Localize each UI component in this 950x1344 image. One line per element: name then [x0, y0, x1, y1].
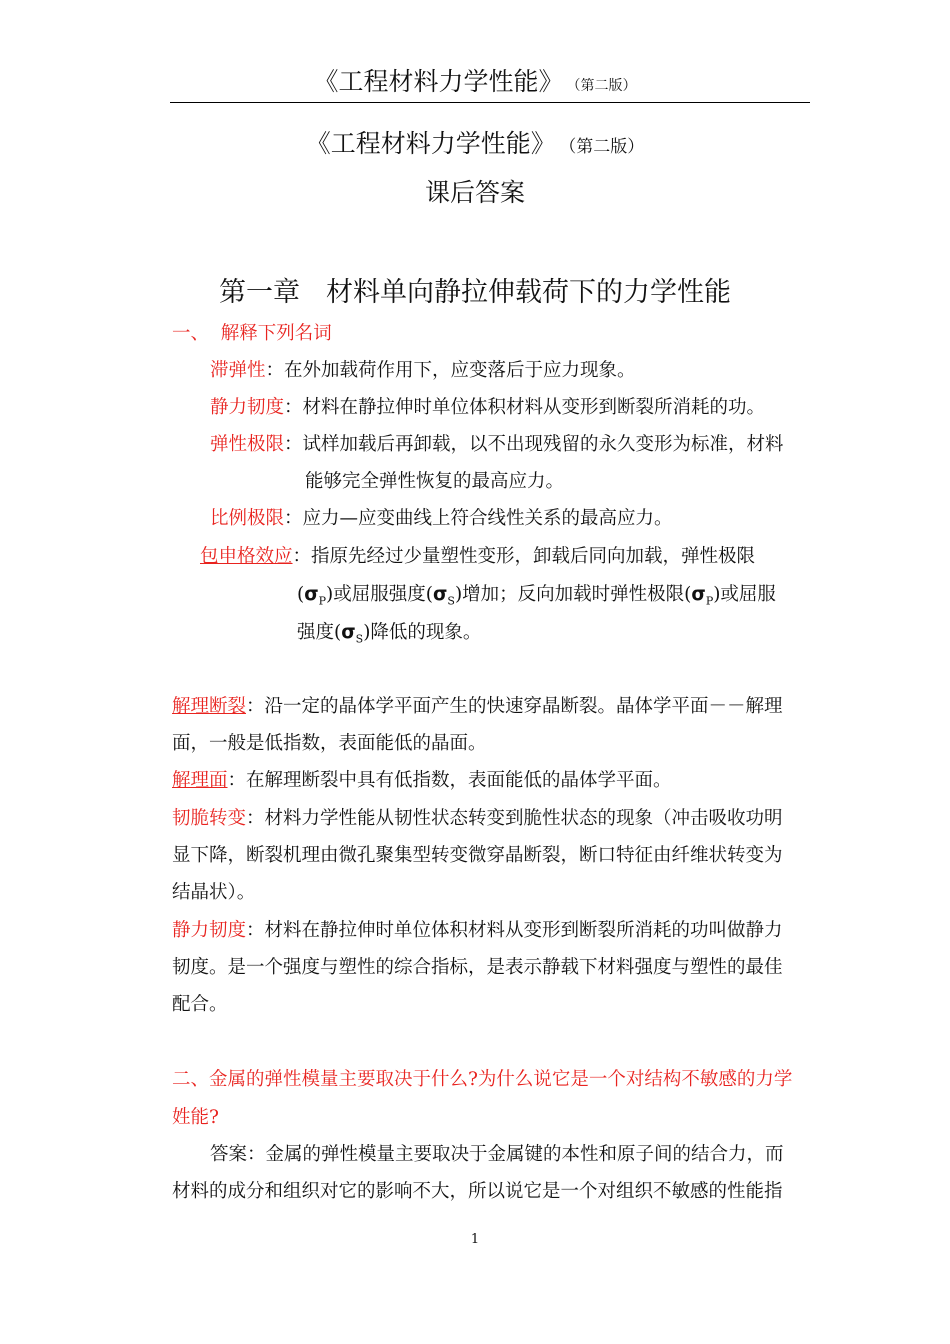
term-sep: ： [246, 920, 265, 941]
title-edition: （第二版） [567, 137, 645, 157]
term-label: 韧脆转变 [172, 808, 247, 829]
term-sep: ： [265, 360, 285, 381]
term-entry [172, 912, 783, 949]
term-sep: ： [284, 397, 303, 418]
term-definition: 沿一定的晶体学平面产生的快速穿晶断裂。晶体学平面－－解理 [264, 696, 783, 717]
term-definition: 应力—应变曲线上符合线性关系的最高应力。 [302, 508, 673, 529]
header-rule [170, 102, 810, 103]
term-label: 比例极限 [210, 508, 285, 529]
term-definition-cont: 显下降，断裂机理由微孔聚集型转变微穿晶断裂，断口特征由纤维状转变为 [172, 845, 783, 866]
section2-question: 二、金属的弹性模量主要取决于什么?为什么说它是一个对结构不敏感的力学 [172, 1069, 793, 1090]
term-definition-cont: 面，一般是低指数，表面能低的晶面。 [172, 733, 487, 754]
title-book: 《工程材料力学性能》 [305, 129, 556, 158]
term-entry [200, 538, 755, 575]
term-definition-cont: 韧度。是一个强度与塑性的综合指标，是表示静载下材料强度与塑性的最佳 [172, 957, 783, 978]
term-definition: 材料在静拉伸时单位体积材料从变形到断裂所消耗的功叫做静力 [264, 920, 783, 941]
term-label: 静力韧度 [172, 920, 247, 941]
term-sep: ： [292, 546, 312, 567]
term-definition-cont: 强度$(\sigma_S)$降低的现象。 [297, 622, 482, 646]
chapter-name: 材料单向静拉伸载荷下的力学性能 [326, 277, 731, 308]
running-header [0, 62, 950, 98]
header-book-title: 《工程材料力学性能》 [313, 67, 564, 96]
term-sep: ： [227, 770, 247, 791]
term-entry [172, 688, 783, 725]
document-subtitle: 课后答案 [424, 178, 525, 207]
term-label: 静力韧度 [210, 397, 285, 418]
sigma-symbol: σ [341, 622, 356, 643]
term-definition-cont: 结晶状）。 [172, 882, 256, 903]
term-sep: ： [284, 508, 303, 529]
term-label: 滞弹性 [210, 360, 266, 381]
chapter-heading [0, 270, 950, 309]
term-entry [172, 800, 783, 837]
sigma-symbol: σ [691, 584, 706, 605]
page-number: 1 [470, 1232, 480, 1247]
sigma-symbol: σ [304, 584, 319, 605]
term-definition: 在外加载荷作用下，应变落后于应力现象。 [284, 360, 636, 381]
term-definition-cont: $(\sigma_P)$或屈服强度$(\sigma_S)$增加；反向加载时弹性极限$(\sigma_P)$或屈服 [297, 584, 776, 608]
sigma-symbol: σ [432, 584, 448, 605]
document-title [0, 124, 950, 160]
term-definition: 在解理断裂中具有低指数，表面能低的晶体学平面。 [246, 770, 672, 791]
chapter-number: 第一章 [219, 277, 300, 308]
term-sep: ： [284, 434, 303, 455]
term-label: 包申格效应 [200, 546, 293, 567]
term-definition-cont: 配合。 [172, 994, 228, 1015]
term-sep: ： [246, 696, 265, 717]
term-definition-cont: 能够完全弹性恢复的最高应力。 [305, 471, 565, 492]
term-label: 解理面 [172, 770, 228, 791]
term-entry [210, 389, 765, 426]
term-definition: 材料力学性能从韧性状态转变到脆性状态的现象（冲击吸收功明 [264, 808, 783, 829]
term-sep: ： [246, 808, 265, 829]
section1-heading: 一、 解释下列名词 [172, 323, 332, 344]
term-label: 弹性极限 [210, 434, 285, 455]
term-entry [210, 426, 784, 463]
term-entry [210, 500, 673, 537]
term-definition: 试样加载后再卸载，以不出现残留的永久变形为标准，材料 [302, 434, 784, 455]
term-entry [172, 762, 672, 799]
section2-answer-cont: 材料的成分和组织对它的影响不大，所以说它是一个对组织不敏感的性能指 [172, 1181, 783, 1202]
term-definition: 指原先经过少量塑性变形，卸载后同向加载，弹性极限 [311, 546, 756, 567]
section2-question-cont: 姓能? [172, 1107, 219, 1128]
term-definition: 材料在静拉伸时单位体积材料从变形到断裂所消耗的功。 [302, 397, 766, 418]
section2-answer: 答案：金属的弹性模量主要取决于金属键的本性和原子间的结合力，而 [210, 1144, 784, 1165]
term-label: 解理断裂 [172, 696, 247, 717]
header-edition: （第二版） [573, 78, 637, 94]
term-entry [210, 352, 636, 389]
